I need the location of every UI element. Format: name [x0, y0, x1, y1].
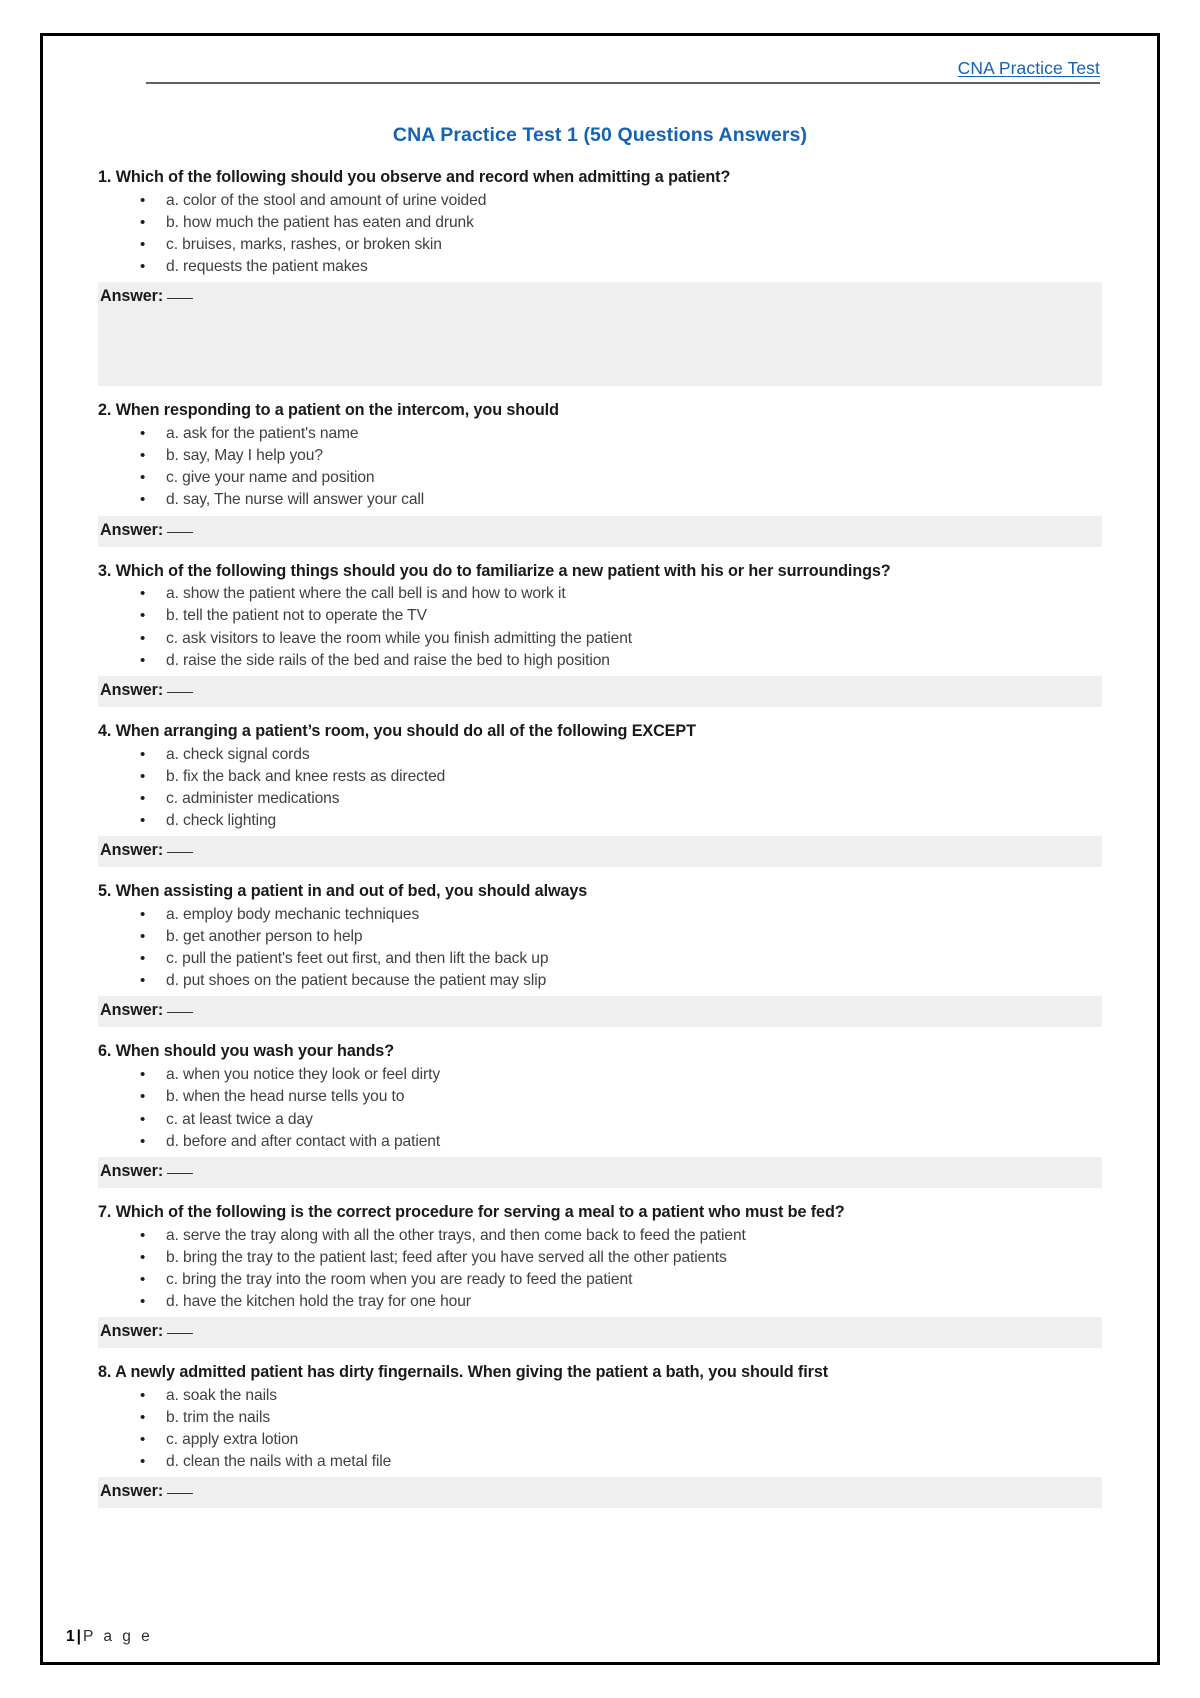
- answer-blank[interactable]: [167, 852, 193, 853]
- option-label: c. administer medications: [166, 789, 340, 807]
- option-label: a. serve the tray along with all the other trays, and then come back to feed the patient: [166, 1226, 746, 1244]
- bullet-icon: •: [140, 491, 146, 509]
- bullet-icon: •: [140, 767, 146, 785]
- option-5b[interactable]: [98, 926, 1102, 948]
- answer-label: Answer:: [100, 1001, 164, 1020]
- bullet-icon: •: [140, 972, 146, 990]
- answer-label: Answer:: [100, 287, 164, 306]
- bullet-icon: •: [140, 1066, 146, 1084]
- answer-blank[interactable]: [167, 1333, 193, 1334]
- option-5c[interactable]: [98, 948, 1102, 970]
- footer-separator: |: [76, 1628, 81, 1645]
- answer-blank[interactable]: [167, 1493, 193, 1494]
- question-text-3: 3. Which of the following things should you do to familiarize a new patient with his or her surroundings?: [98, 561, 891, 580]
- option-label: c. pull the patient's feet out first, and then lift the back up: [166, 950, 549, 968]
- bullet-icon: •: [140, 236, 146, 254]
- option-6a[interactable]: [98, 1064, 1102, 1086]
- question-block-8: [98, 1362, 1102, 1508]
- page-footer: [66, 1628, 153, 1646]
- option-label: d. raise the side rails of the bed and raise the bed to high position: [166, 651, 610, 669]
- option-label: a. when you notice they look or feel dirty: [166, 1066, 441, 1084]
- option-label: b. how much the patient has eaten and drunk: [166, 213, 474, 231]
- option-1a[interactable]: [98, 190, 1102, 212]
- option-3b[interactable]: [98, 605, 1102, 627]
- option-7b[interactable]: [98, 1247, 1102, 1269]
- question-text-2: 2. When responding to a patient on the intercom, you should: [98, 401, 559, 420]
- bullet-icon: •: [140, 745, 146, 763]
- bullet-icon: •: [140, 425, 146, 443]
- bullet-icon: •: [140, 1248, 146, 1266]
- option-2c[interactable]: [98, 467, 1102, 489]
- answer-label: Answer:: [100, 1322, 164, 1341]
- question-text-8: 8. A newly admitted patient has dirty fingernails. When giving the patient a bath, you should first: [98, 1363, 829, 1382]
- question-text-1: 1. Which of the following should you observe and record when admitting a patient?: [98, 168, 731, 186]
- option-label: b. fix the back and knee rests as directed: [166, 767, 446, 785]
- option-label: c. bruises, marks, rashes, or broken skin: [166, 236, 442, 254]
- options-list-1: [98, 190, 1102, 283]
- option-4a[interactable]: [98, 744, 1102, 766]
- question-text-5: 5. When assisting a patient in and out of bed, you should always: [98, 882, 588, 901]
- bullet-icon: •: [140, 1431, 146, 1449]
- bullet-icon: •: [140, 928, 146, 946]
- option-label: a. check signal cords: [166, 745, 310, 763]
- answer-field-2[interactable]: [98, 516, 1102, 547]
- answer-blank[interactable]: [167, 532, 193, 533]
- option-label: c. give your name and position: [166, 469, 375, 487]
- option-5a[interactable]: [98, 904, 1102, 926]
- option-3d[interactable]: [98, 650, 1102, 672]
- option-label: d. check lighting: [166, 812, 277, 830]
- option-label: a. show the patient where the call bell is and how to work it: [166, 585, 566, 603]
- option-2a[interactable]: [98, 423, 1102, 445]
- question-block-4: [98, 721, 1102, 867]
- answer-label: Answer:: [100, 841, 164, 860]
- option-7c[interactable]: [98, 1269, 1102, 1291]
- option-2d[interactable]: [98, 489, 1102, 511]
- answer-label: Answer:: [100, 1161, 164, 1180]
- question-block-3: [98, 561, 1102, 707]
- bullet-icon: •: [140, 812, 146, 830]
- option-4c[interactable]: [98, 788, 1102, 810]
- bullet-icon: •: [140, 447, 146, 465]
- question-block-5: [98, 881, 1102, 1027]
- option-7d[interactable]: [98, 1291, 1102, 1313]
- bullet-icon: •: [140, 1453, 146, 1471]
- option-6c[interactable]: [98, 1109, 1102, 1131]
- option-label: b. get another person to help: [166, 928, 363, 946]
- option-label: b. trim the nails: [166, 1408, 271, 1426]
- option-label: c. ask visitors to leave the room while you finish admitting the patient: [166, 629, 633, 647]
- answer-label: Answer:: [100, 520, 164, 539]
- options-list-4: [98, 744, 1102, 837]
- option-label: a. ask for the patient's name: [166, 425, 359, 443]
- question-text-6: 6. When should you wash your hands?: [98, 1042, 394, 1061]
- option-4b[interactable]: [98, 766, 1102, 788]
- option-label: b. bring the tray to the patient last; feed after you have served all the other patients: [166, 1248, 727, 1266]
- answer-field-1[interactable]: [98, 282, 1102, 386]
- answer-blank[interactable]: [167, 298, 193, 299]
- answer-field-8[interactable]: [98, 1477, 1102, 1508]
- bullet-icon: •: [140, 1292, 146, 1310]
- option-label: b. say, May I help you?: [166, 447, 323, 465]
- option-label: d. before and after contact with a patient: [166, 1132, 441, 1150]
- header-title-link[interactable]: CNA Practice Test: [957, 58, 1100, 78]
- bullet-icon: •: [140, 585, 146, 603]
- question-text-7: 7. Which of the following is the correct procedure for serving a meal to a patient who must be fed?: [98, 1202, 845, 1221]
- question-block-2: [98, 400, 1102, 546]
- bullet-icon: •: [140, 191, 146, 209]
- bullet-icon: •: [140, 469, 146, 487]
- bullet-icon: •: [140, 1270, 146, 1288]
- option-label: c. apply extra lotion: [166, 1431, 299, 1449]
- bullet-icon: •: [140, 1226, 146, 1244]
- option-7a[interactable]: [98, 1225, 1102, 1247]
- answer-blank[interactable]: [167, 1173, 193, 1174]
- bullet-icon: •: [140, 607, 146, 625]
- answer-label: Answer:: [100, 680, 164, 699]
- option-8b[interactable]: [98, 1407, 1102, 1429]
- option-6d[interactable]: [98, 1131, 1102, 1153]
- options-list-7: [98, 1225, 1102, 1318]
- bullet-icon: •: [140, 905, 146, 923]
- option-1d[interactable]: [98, 256, 1102, 278]
- answer-label: Answer:: [100, 1482, 164, 1501]
- bullet-icon: •: [140, 258, 146, 276]
- options-list-3: [98, 583, 1102, 676]
- option-label: d. have the kitchen hold the tray for one hour: [166, 1292, 471, 1310]
- option-1b[interactable]: [98, 212, 1102, 234]
- bullet-icon: •: [140, 950, 146, 968]
- option-3a[interactable]: [98, 583, 1102, 605]
- option-1c[interactable]: [98, 234, 1102, 256]
- answer-field-3[interactable]: [98, 676, 1102, 707]
- option-label: a. color of the stool and amount of urine voided: [166, 191, 487, 209]
- option-8a[interactable]: [98, 1385, 1102, 1407]
- answer-field-7[interactable]: [98, 1317, 1102, 1348]
- option-label: a. soak the nails: [166, 1386, 277, 1404]
- bullet-icon: •: [140, 1110, 146, 1128]
- option-3c[interactable]: [98, 628, 1102, 650]
- option-2b[interactable]: [98, 445, 1102, 467]
- answer-field-5[interactable]: [98, 996, 1102, 1027]
- document-header: [146, 58, 1100, 84]
- bullet-icon: •: [140, 213, 146, 231]
- options-list-5: [98, 904, 1102, 997]
- option-label: d. requests the patient makes: [166, 258, 368, 276]
- options-list-6: [98, 1064, 1102, 1157]
- option-label: d. put shoes on the patient because the patient may slip: [166, 972, 547, 990]
- bullet-icon: •: [140, 1088, 146, 1106]
- footer-page-number: 1: [66, 1628, 75, 1645]
- option-label: c. bring the tray into the room when you are ready to feed the patient: [166, 1270, 633, 1288]
- option-6b[interactable]: [98, 1086, 1102, 1108]
- question-block-1: [98, 167, 1102, 386]
- page-content: [98, 36, 1102, 1508]
- option-8d[interactable]: [98, 1451, 1102, 1473]
- bullet-icon: •: [140, 1132, 146, 1150]
- bullet-icon: •: [140, 1408, 146, 1426]
- option-8c[interactable]: [98, 1429, 1102, 1451]
- question-block-6: [98, 1041, 1102, 1187]
- option-5d[interactable]: [98, 970, 1102, 992]
- option-label: a. employ body mechanic techniques: [166, 905, 420, 923]
- bullet-icon: •: [140, 629, 146, 647]
- answer-blank[interactable]: [167, 1012, 193, 1013]
- page-title: CNA Practice Test 1 (50 Questions Answers): [392, 124, 808, 146]
- option-label: b. tell the patient not to operate the TV: [166, 607, 427, 625]
- answer-blank[interactable]: [167, 692, 193, 693]
- answer-field-6[interactable]: [98, 1157, 1102, 1188]
- option-label: b. when the head nurse tells you to: [166, 1088, 405, 1106]
- options-list-2: [98, 423, 1102, 516]
- question-block-7: [98, 1202, 1102, 1348]
- options-list-8: [98, 1385, 1102, 1478]
- bullet-icon: •: [140, 651, 146, 669]
- option-label: c. at least twice a day: [166, 1110, 313, 1128]
- option-label: d. say, The nurse will answer your call: [166, 491, 425, 509]
- option-label: d. clean the nails with a metal file: [166, 1453, 392, 1471]
- answer-field-4[interactable]: [98, 836, 1102, 867]
- bullet-icon: •: [140, 789, 146, 807]
- question-text-4: 4. When arranging a patient’s room, you should do all of the following EXCEPT: [98, 721, 696, 740]
- footer-page-word: P a g e: [82, 1628, 153, 1645]
- option-4d[interactable]: [98, 810, 1102, 832]
- bullet-icon: •: [140, 1386, 146, 1404]
